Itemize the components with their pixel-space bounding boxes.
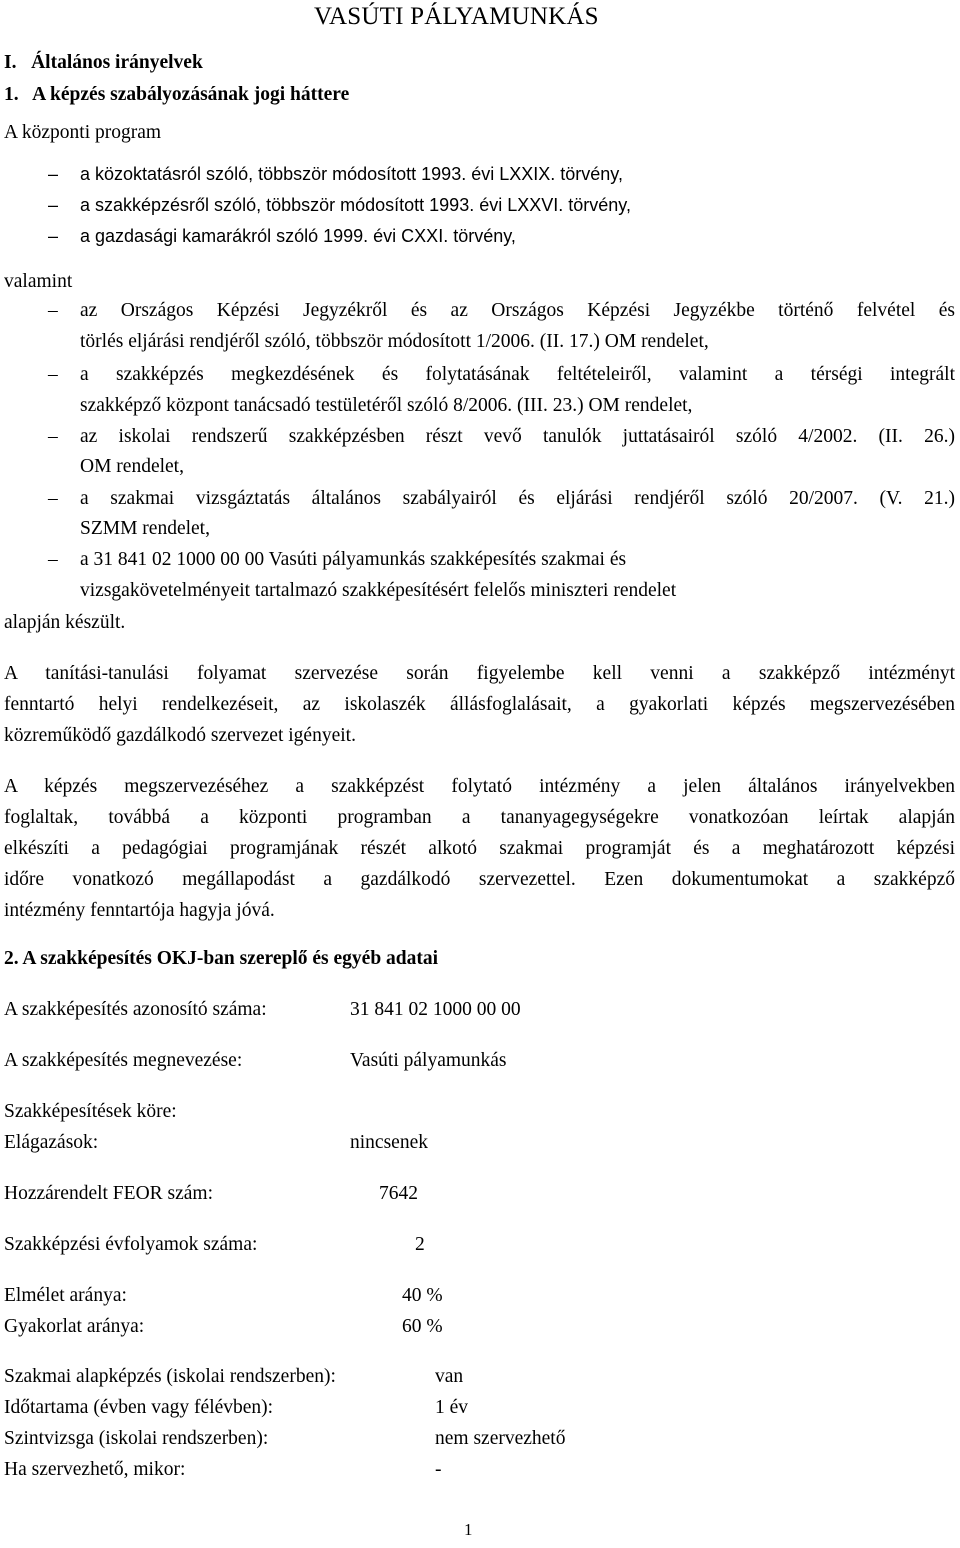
section-heading-general: I. Általános irányelvek [4,52,203,73]
dash-bullet: – [48,426,58,447]
law-item: a szakképzésről szóló, többször módosított 1993. évi LXXVI. törvény, [80,195,631,215]
field-label: Elmélet aránya: [4,1285,127,1306]
paragraph-line: foglaltak, továbbá a központi programban a tananyagegységekre vonatkozóan leírtak alapján [4,807,955,828]
paragraph-line: fenntartó helyi rendelkezéseit, az iskolaszék állásfoglalásait, a gyakorlati képzés megszervezésében [4,694,955,715]
field-value: 1 év [435,1397,469,1418]
field-value: 2 [415,1234,425,1255]
field-value: 60 % [402,1316,443,1337]
field-value: 40 % [402,1285,443,1306]
field-label: Hozzárendelt FEOR szám: [4,1183,214,1204]
field-label: Időtartama (évben vagy félévben): [4,1397,274,1418]
law-item: a közoktatásról szóló, többször módosított 1993. évi LXXIX. törvény, [80,164,623,184]
regulation-item-line: szakképző központ tanácsadó testületéről szóló 8/2006. (III. 23.) OM rendelet, [80,395,693,416]
regulation-item-line: az Országos Képzési Jegyzékről és az Országos Képzési Jegyzékbe történő felvétel és [80,300,955,321]
field-value: - [435,1459,442,1480]
field-label: Szakmai alapképzés (iskolai rendszerben): [4,1366,336,1387]
document-title: VASÚTI PÁLYAMUNKÁS [314,3,599,30]
field-value: nincsenek [350,1132,428,1153]
paragraph-line: A tanítási-tanulási folyamat szervezése során figyelembe kell venni a szakképző intézményt [4,663,955,684]
valamint-text: valamint [4,271,73,292]
field-label: A szakképesítés azonosító száma: [4,999,267,1020]
field-value: nem szervezhető [435,1428,566,1449]
dash-bullet: – [48,300,58,321]
paragraph-line: elkészíti a pedagógiai programjának részét alkotó szakmai programját és a meghatározott képzési [4,838,955,859]
dash-bullet: – [48,364,58,385]
paragraph-line: intézmény fenntartója hagyja jóvá. [4,900,275,921]
dash-bullet: – [48,195,59,215]
field-value: van [435,1366,464,1387]
regulation-item-line: SZMM rendelet, [80,518,210,539]
alapjan-text: alapján készült. [4,612,126,633]
field-value: 7642 [379,1183,418,1204]
field-value: Vasúti pályamunkás [350,1050,507,1071]
field-label: Szakképzési évfolyamok száma: [4,1234,258,1255]
regulation-item-line: az iskolai rendszerű szakképzésben részt vevő tanulók juttatásairól szóló 4/2002. (II. 26.) [80,426,955,447]
page-number: 1 [464,1520,473,1539]
paragraph-line: időre vonatkozó megállapodást a gazdálkodó szervezettel. Ezen dokumentumokat a szakképző [4,869,955,890]
dash-bullet: – [48,488,58,509]
field-label: Elágazások: [4,1132,99,1153]
dash-bullet: – [48,226,59,246]
regulation-item-line: a szakmai vizsgáztatás általános szabályairól és eljárási rendjéről szóló 20/2007. (V. 21.) [80,488,955,509]
law-item: a gazdasági kamarákról szóló 1999. évi CXXI. törvény, [80,226,516,246]
field-label: A szakképesítés megnevezése: [4,1050,243,1071]
field-label: Szakképesítések köre: [4,1101,177,1122]
regulation-item-line: vizsgakövetelményeit tartalmazó szakképesítésért felelős miniszteri rendelet [80,580,677,601]
field-label: Szintvizsga (iskolai rendszerben): [4,1428,269,1449]
regulation-item-line: OM rendelet, [80,456,184,477]
dash-bullet: – [48,549,58,570]
regulation-item-line: a szakképzés megkezdésének és folytatásának feltételeiről, valamint a térségi integrált [80,364,955,385]
paragraph-line: közreműködő gazdálkodó szervezet igényeit. [4,725,356,746]
regulation-item-line: a 31 841 02 1000 00 00 Vasúti pályamunkás szakképesítés szakmai és [80,549,627,570]
intro-text: A központi program [4,122,162,143]
paragraph-line: A képzés megszervezéséhez a szakképzést folytató intézmény a jelen általános irányelvekben [4,776,955,797]
regulation-item-line: törlés eljárási rendjéről szóló, többször módosított 1/2006. (II. 17.) OM rendelet, [80,331,709,352]
field-label: Gyakorlat aránya: [4,1316,145,1337]
subsection-heading-legal: 1. A képzés szabályozásának jogi háttere [4,84,350,105]
dash-bullet: – [48,164,59,184]
field-label: Ha szervezhető, mikor: [4,1459,186,1480]
field-value: 31 841 02 1000 00 00 [350,999,521,1020]
section-2-heading: 2. A szakképesítés OKJ-ban szereplő és egyéb adatai [4,948,439,969]
